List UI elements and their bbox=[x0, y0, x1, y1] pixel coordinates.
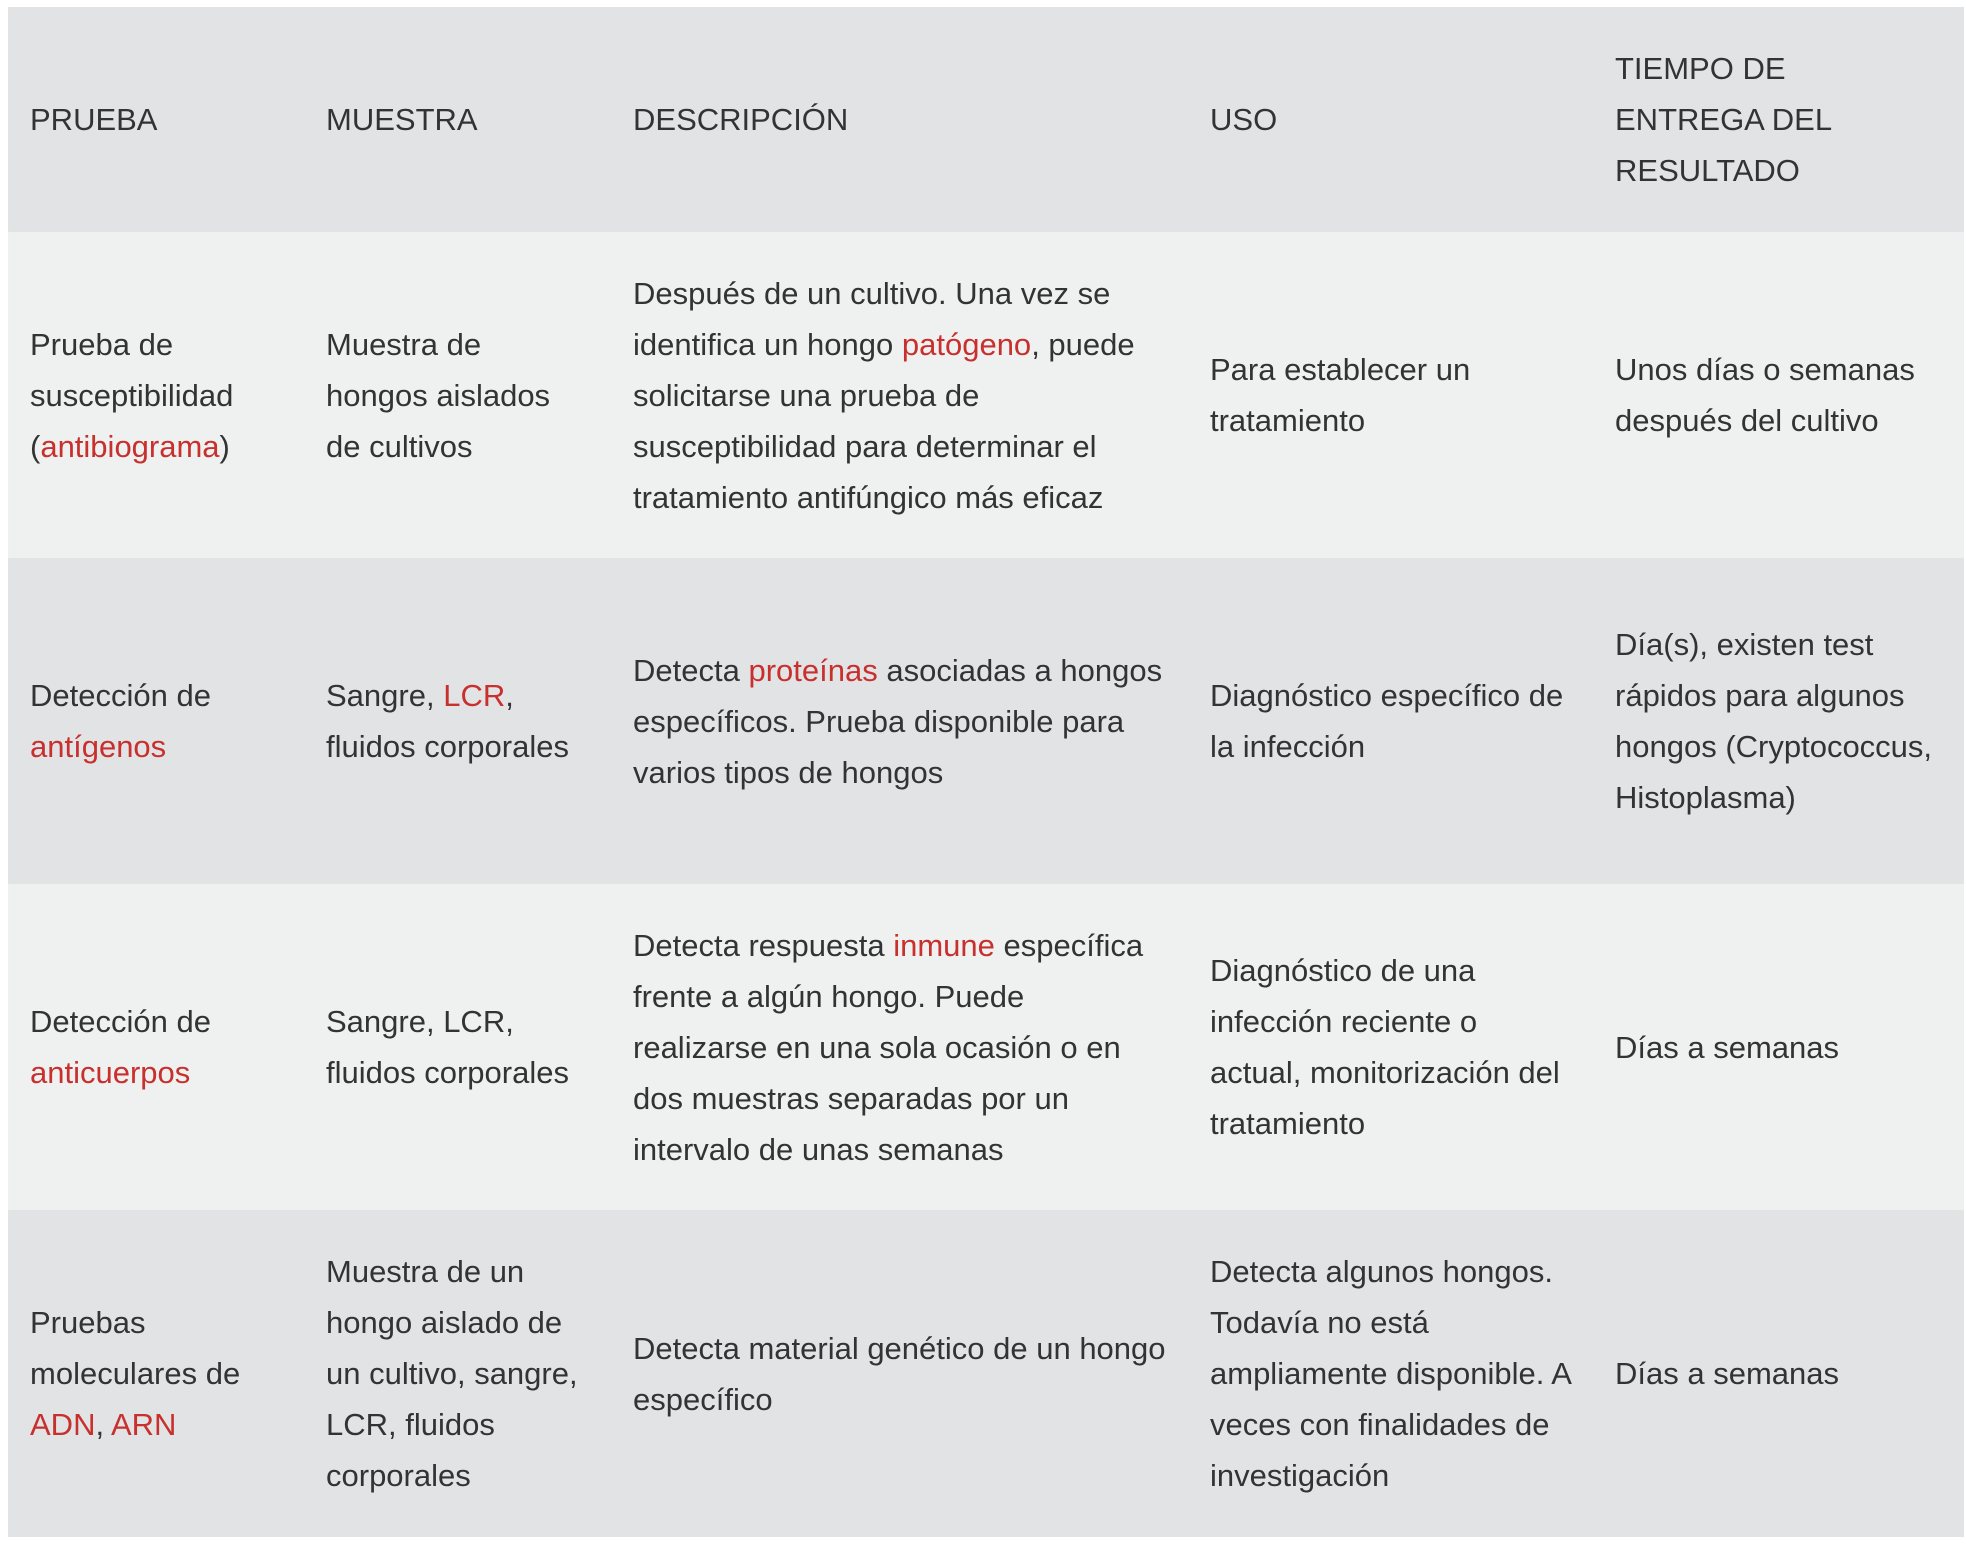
adn-link[interactable]: ADN bbox=[30, 1407, 96, 1442]
cell-tiempo: Días a semanas bbox=[1615, 1029, 1839, 1065]
header-descripcion: DESCRIPCIÓN bbox=[633, 102, 849, 137]
table-header-row bbox=[8, 7, 1964, 232]
cell-text: ) bbox=[219, 428, 230, 464]
cell-muestra: Muestra de un hongo aislado de un cultivo, sangre, LCR, fluidos corporales bbox=[326, 1254, 578, 1493]
header-prueba: PRUEBA bbox=[30, 102, 158, 137]
anticuerpos-link[interactable]: anticuerpos bbox=[30, 1055, 191, 1090]
table-row bbox=[8, 884, 1964, 1210]
cell-uso: Para establecer un tratamiento bbox=[1210, 352, 1471, 438]
cell-text: Prueba de susceptibilidad ( bbox=[30, 326, 234, 464]
inmune-link[interactable]: inmune bbox=[893, 927, 995, 963]
cell-text: específica frente a algún hongo. Puede realizarse en una sola ocasión o en dos muestras separadas por un intervalo de unas semanas bbox=[633, 927, 1144, 1167]
cell-tiempo: Unos días o semanas después del cultivo bbox=[1615, 352, 1915, 438]
cell-descripcion: Detecta material genético de un hongo específico bbox=[633, 1330, 1166, 1417]
header-uso: USO bbox=[1210, 102, 1278, 137]
cell-uso: Detecta algunos hongos. Todavía no está ampliamente disponible. A veces con finalidades de investigación bbox=[1210, 1254, 1571, 1493]
cell-tiempo: Días a semanas bbox=[1615, 1356, 1839, 1391]
table-row bbox=[8, 558, 1964, 884]
cell-text: Detecta respuesta bbox=[633, 927, 894, 963]
cell-descripcion bbox=[611, 884, 1188, 1210]
cell-prueba bbox=[8, 884, 304, 1210]
cell-text: , puede solicitarse una prueba de susceptibilidad para determinar el tratamiento antifúngico más eficaz bbox=[633, 326, 1135, 515]
arn-link[interactable]: ARN bbox=[110, 1407, 177, 1442]
table-row bbox=[8, 1210, 1964, 1537]
cell-muestra: Sangre, LCR, fluidos corporales bbox=[326, 1004, 569, 1090]
cell-muestra: Muestra de hongos aislados de cultivos bbox=[326, 326, 551, 464]
cell-prueba bbox=[8, 558, 304, 884]
antigenos-link[interactable]: antígenos bbox=[30, 729, 167, 764]
cell-text: Detecta bbox=[633, 652, 749, 688]
table-row bbox=[8, 232, 1964, 558]
cell-text: Después de un cultivo. Una vez se identifica un hongo bbox=[633, 275, 1111, 362]
cell-text: , fluidos corporales bbox=[326, 678, 569, 764]
cell-text: Sangre, bbox=[326, 678, 444, 713]
fungal-tests-table bbox=[8, 7, 1964, 1537]
header-tiempo: TIEMPO DE ENTREGA DEL RESULTADO bbox=[1615, 51, 1831, 188]
lcr-link[interactable]: LCR bbox=[443, 678, 506, 713]
header-muestra: MUESTRA bbox=[326, 102, 478, 137]
antibiograma-link[interactable]: antibiograma bbox=[40, 428, 220, 464]
cell-text: Pruebas moleculares de bbox=[30, 1305, 241, 1391]
cell-text: Detección de bbox=[30, 1004, 211, 1039]
cell-prueba bbox=[8, 1210, 304, 1537]
cell-uso: Diagnóstico de una infección reciente o actual, monitorización del tratamiento bbox=[1210, 953, 1560, 1141]
proteinas-link[interactable]: proteínas bbox=[748, 652, 878, 688]
cell-descripcion bbox=[611, 232, 1188, 558]
cell-uso: Diagnóstico específico de la infección bbox=[1210, 678, 1564, 764]
cell-tiempo: Día(s), existen test rápidos para algunos hongos (Cryptococcus, Histoplasma) bbox=[1615, 627, 1933, 815]
cell-descripcion bbox=[611, 558, 1188, 884]
cell-text: Detección de bbox=[30, 678, 211, 713]
cell-text: , bbox=[95, 1407, 111, 1442]
cell-muestra bbox=[304, 558, 611, 884]
cell-text: asociadas a hongos específicos. Prueba disponible para varios tipos de hongos bbox=[633, 652, 1163, 790]
patogeno-link[interactable]: patógeno bbox=[901, 326, 1032, 362]
cell-prueba bbox=[8, 232, 304, 558]
